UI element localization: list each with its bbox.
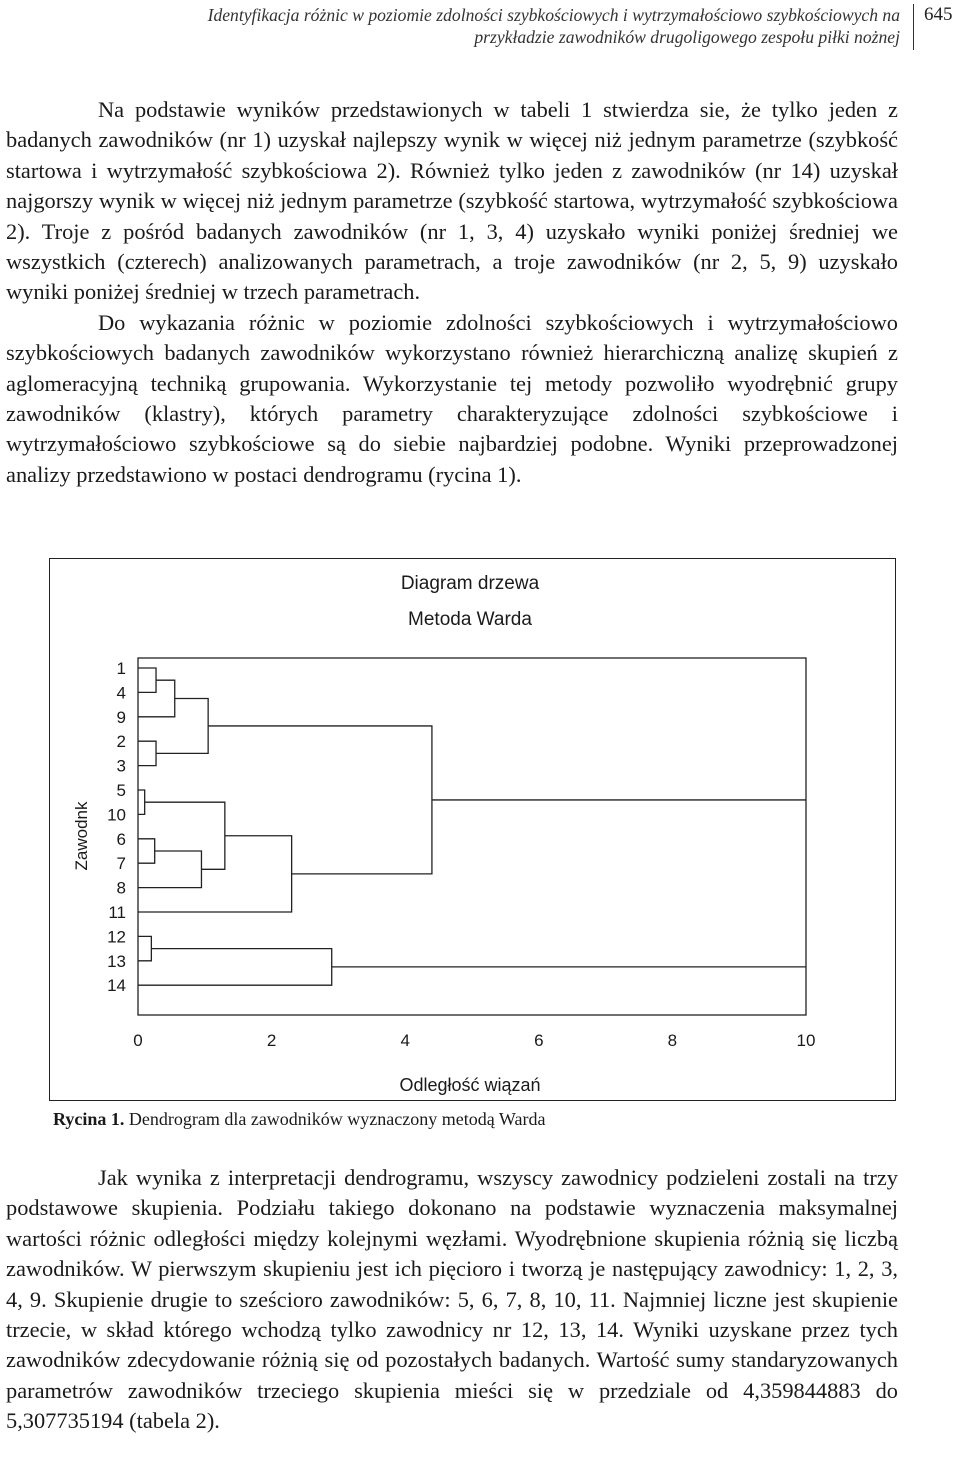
running-header-line-2: przykładzie zawodników drugoligowego zespołu piłki nożnej <box>474 27 900 47</box>
dendrogram-chart <box>50 559 894 1099</box>
x-axis-label: Odległość wiązań <box>399 1075 541 1095</box>
dendrogram-link <box>138 851 201 888</box>
paragraph: Na podstawie wyników przedstawionych w tabeli 1 stwierdza sie, że tylko jeden z badanych zawodników (nr 1) uzyskał najlepszy wynik w więcej niż jednym parametrze (szybkość startowa i wytrzymałość szybkościowa 2). Również tylko jeden z zawodników (nr 14) uzyskał najgorszy wynik w więcej niż jednym parametrze (szybkość startowa, wytrzymałość szybkościowa 2). Troje z pośród badanych zawodników (nr 1, 3, 4) uzyskało wyniki poniżej średniej we wszystkich (czterech) analizowanych parametrach, a troje zawodników (nr 2, 5, 9) uzyskało wyniki poniżej średniej w trzech parametrach. <box>6 97 898 305</box>
leaf-label: 5 <box>116 781 126 800</box>
leaf-label: 12 <box>107 927 126 947</box>
dendrogram-link <box>332 800 806 967</box>
paragraph: Jak wynika z interpretacji dendrogramu, wszyscy zawodnicy podzieleni zostali na trzy podstawowe skupienia. Podziału takiego dokonano na podstawie wyznaczenia maksymalnej wartości różnic odległości między kolejnymi węzłami. Wyodrębnione skupienia różnią się liczbą zawodników. W pierwszym skupieniu jest ich pięcioro i tworzą je następujący zawodnicy: 1, 2, 3, 4, 9. Skupienie drugie to sześcioro zawodników: 5, 6, 7, 8, 10, 11. Najmniej liczne jest skupienie trzecie, w skład którego wchodzą tylko zawodnicy nr 12, 13, 14. Wyniki uzyskane przez tych zawodników zdecydowanie różnią się od pozostałych badanych. Wartość sumy standaryzowanych parametrów zawodników trzeciego skupienia mieści się w przedziale od 4,359844883 do 5,307735194 (tabela 2). <box>6 1165 898 1434</box>
x-tick-label: 6 <box>534 1031 544 1050</box>
page-number: 645 <box>924 4 953 25</box>
x-tick-label: 8 <box>667 1031 678 1050</box>
y-axis-label: Zawodnk <box>72 801 91 871</box>
leaf-label: 14 <box>107 976 126 996</box>
dendrogram-link <box>138 790 145 814</box>
body-text-top <box>6 95 898 490</box>
leaf-label: 9 <box>116 707 126 727</box>
header-divider <box>913 4 914 50</box>
dendrogram-link <box>138 936 151 960</box>
dendrogram-link <box>138 741 156 765</box>
leaf-label: 2 <box>116 732 126 752</box>
running-header-line-1: Identyfikacja różnic w poziomie zdolności szybkościowych i wytrzymałościowo szybkościowych na <box>207 5 900 25</box>
x-tick-label: 10 <box>796 1031 816 1050</box>
figure-caption <box>53 1109 545 1130</box>
dendrogram-link <box>145 802 225 869</box>
plot-frame <box>138 658 806 1015</box>
running-header-title <box>58 4 900 48</box>
paragraph: Do wykazania różnic w poziomie zdolności szybkościowych i wytrzymałościowo szybkościowych badanych zawodników wykorzystano również hierarchiczną analizę skupień z aglomeracyjną techniką grupowania. Wykorzystanie tej metody pozwoliło wyodrębnić grupy zawodników (klastry), których parametry charakteryzujące zdolności szybkościowe i wytrzymałościowo szybkościowe są do siebie najbardziej podobne. Wyniki przeprowadzonej analizy przedstawiono w postaci dendrogramu (rycina 1). <box>6 309 898 487</box>
dendrogram-link <box>138 836 292 912</box>
dendrogram-link <box>208 726 432 874</box>
x-tick-label: 2 <box>266 1031 277 1050</box>
x-tick-label: 4 <box>400 1031 410 1050</box>
body-text-bottom <box>6 1163 898 1437</box>
leaf-label: 13 <box>107 951 126 971</box>
dendrogram-link <box>156 699 208 754</box>
dendrogram-link <box>138 839 155 863</box>
leaf-label: 6 <box>116 829 126 849</box>
leaf-label: 1 <box>116 659 126 678</box>
leaf-label: 4 <box>116 683 126 703</box>
x-tick-label: 0 <box>133 1031 143 1050</box>
caption-text: Dendrogram dla zawodników wyznaczony metodą Warda <box>124 1109 546 1129</box>
dendrogram-figure <box>49 558 896 1101</box>
dendrogram-link <box>138 949 332 986</box>
leaf-label: 10 <box>107 805 126 825</box>
leaf-label: 3 <box>116 756 126 776</box>
running-header <box>0 0 960 60</box>
leaf-label: 7 <box>116 854 126 874</box>
caption-label: Rycina 1. <box>53 1109 125 1129</box>
chart-subtitle: Metoda Warda <box>408 609 532 630</box>
dendrogram-link <box>138 668 156 692</box>
leaf-label: 11 <box>108 903 126 922</box>
chart-title: Diagram drzewa <box>400 573 540 594</box>
leaf-label: 8 <box>116 878 126 898</box>
